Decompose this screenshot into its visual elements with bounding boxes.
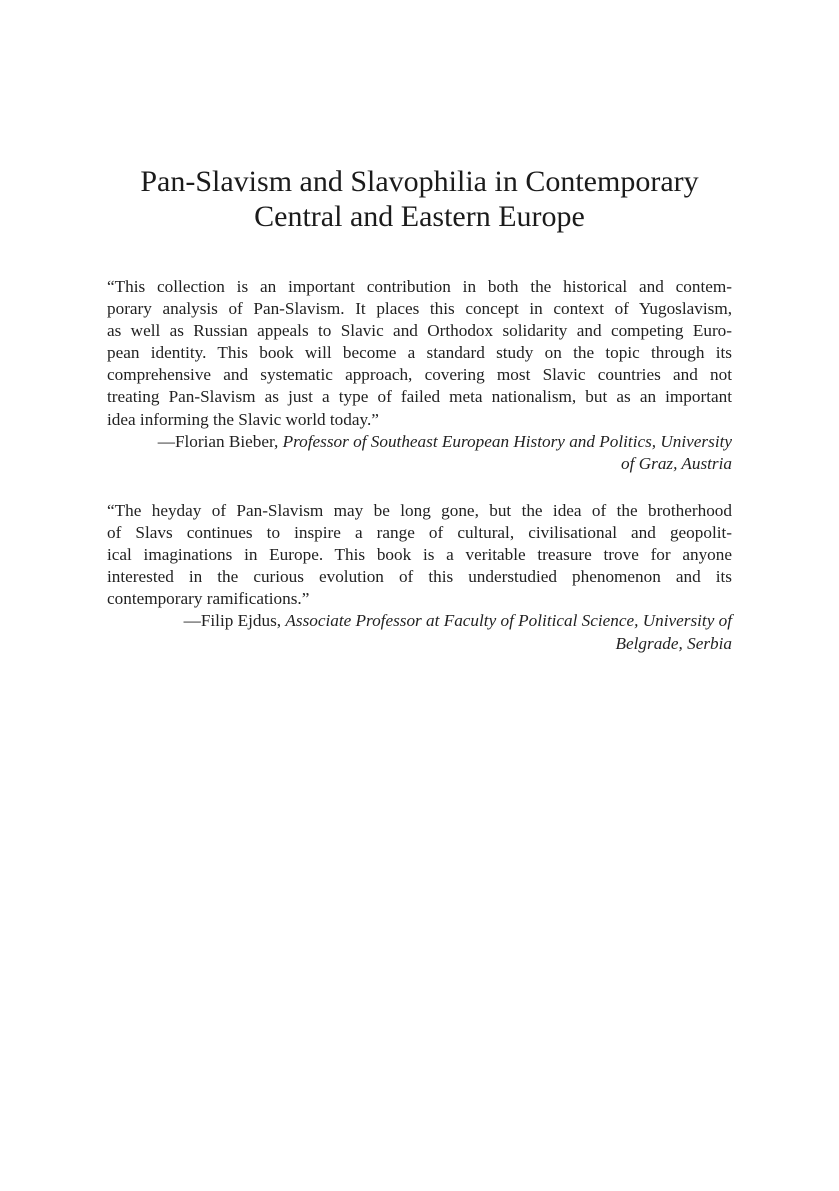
endorser-name: —Filip Ejdus,: [183, 611, 286, 631]
endorsement-quote: [107, 500, 732, 610]
book-title: [105, 164, 734, 234]
book-title-line-2: Central and Eastern Europe: [254, 200, 585, 233]
quote-line: of Slavs continues to inspire a range of cultural, civilisational and geopolit-: [107, 523, 732, 543]
endorser-affiliation-continued: Belgrade, Serbia: [615, 633, 732, 653]
endorsement-florian-bieber: [107, 276, 732, 475]
quote-line: pean identity. This book will become a standard study on the topic through its: [107, 343, 732, 363]
attribution-line-1: [107, 431, 732, 453]
endorser-affiliation: Professor of Southeast European History and Politics, University: [282, 431, 732, 451]
quote-line: “The heyday of Pan-Slavism may be long gone, but the idea of the brotherhood: [107, 501, 732, 520]
endorser-name: —Florian Bieber,: [157, 431, 283, 451]
quote-line: “This collection is an important contribution in both the historical and contem-: [107, 277, 732, 296]
book-title-line-1: Pan-Slavism and Slavophilia in Contemporary: [140, 165, 699, 198]
endorsement-attribution: [107, 431, 732, 475]
quote-line: comprehensive and systematic approach, covering most Slavic countries and not: [107, 365, 732, 385]
quote-line: as well as Russian appeals to Slavic and Orthodox solidarity and competing Euro-: [107, 321, 732, 341]
quote-line: treating Pan-Slavism as just a type of failed meta nationalism, but as an important: [107, 387, 732, 407]
endorser-affiliation: Associate Professor at Faculty of Political Science, University of: [285, 611, 732, 631]
quote-line: ical imaginations in Europe. This book is a veritable treasure trove for anyone: [107, 545, 732, 565]
endorsement-attribution: [107, 610, 732, 654]
endorsement-filip-ejdus: [107, 500, 732, 655]
quote-line: porary analysis of Pan-Slavism. It places this concept in context of Yugoslavism,: [107, 299, 732, 319]
quote-line: contemporary ramifications.”: [107, 589, 310, 609]
quote-line: idea informing the Slavic world today.”: [107, 409, 379, 429]
attribution-line-1: [107, 610, 732, 632]
quote-line: interested in the curious evolution of this understudied phenomenon and its: [107, 567, 732, 587]
endorser-affiliation-continued: of Graz, Austria: [621, 453, 732, 473]
endorsement-quote: [107, 276, 732, 431]
